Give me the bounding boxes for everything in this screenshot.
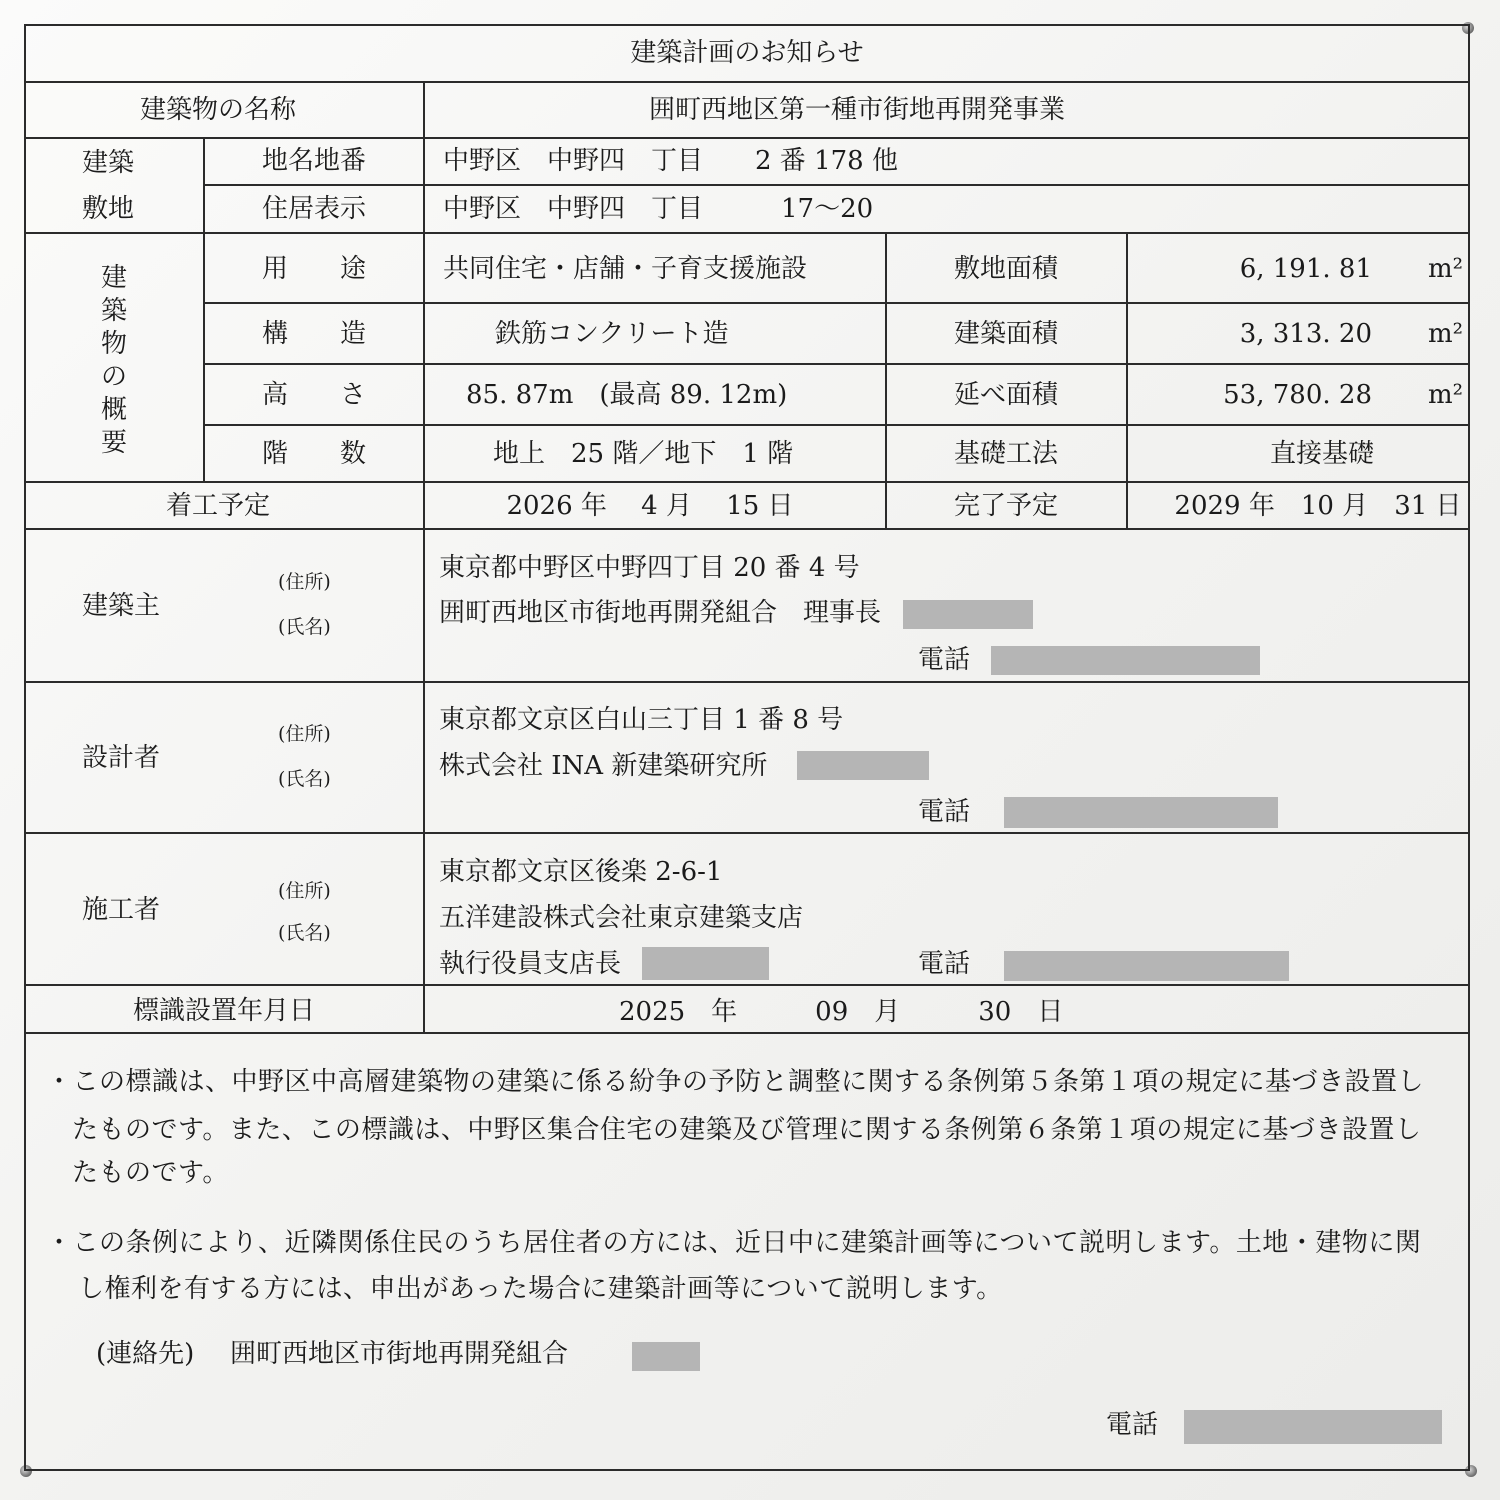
owner-name-tag: (氏名) (278, 616, 331, 638)
note-2: ・この条例により、近隣関係住民のうち居住者の方には、近日中に建築計画等について説明します。土地・建物に関 (46, 1228, 1422, 1258)
start-value: 2026 年 4 月 15 日 (506, 491, 794, 521)
designer-address: 東京都文京区白山三丁目 1 番 8 号 (439, 705, 844, 735)
divider (24, 232, 1470, 234)
divider (203, 424, 1470, 426)
building-name-label: 建築物の名称 (139, 95, 297, 125)
divider (24, 81, 1470, 83)
contractor-address-tag: (住所) (278, 880, 331, 902)
contact-phone-label: 電話 (1106, 1410, 1159, 1440)
use-label: 用 途 (261, 254, 367, 284)
owner-label: 建築主 (82, 591, 161, 621)
divider (24, 528, 1470, 530)
lot-label: 地名地番 (261, 146, 367, 176)
floor-area-label: 延べ面積 (953, 380, 1059, 410)
designer-label: 設計者 (82, 743, 161, 773)
contractor-label: 施工者 (82, 895, 161, 925)
redacted-name (797, 751, 929, 780)
start-label: 着工予定 (165, 491, 271, 521)
owner-address: 東京都中野区中野四丁目 20 番 4 号 (439, 553, 860, 583)
structure-value: 鉄筋コンクリート造 (495, 319, 729, 349)
divider (24, 137, 1470, 139)
divider (24, 1032, 1470, 1034)
owner-phone-label: 電話 (918, 645, 971, 675)
floor-area-unit: m² (1428, 380, 1464, 410)
contractor-address: 東京都文京区後楽 2-6-1 (439, 857, 723, 887)
overview-label: 建築物の概要 (100, 263, 127, 458)
divider (203, 137, 205, 481)
contractor-name-tag: (氏名) (278, 922, 331, 944)
contact-name: 囲町西地区市街地再開発組合 (230, 1339, 569, 1369)
redacted-name (642, 947, 769, 980)
note-1: たものです。また、この標識は、中野区集合住宅の建築及び管理に関する条例第６条第１項の規定に基づき設置し (72, 1115, 1422, 1145)
floor-area-value: 53, 780. 28 (1223, 380, 1372, 410)
building-name-value: 囲町西地区第一種市街地再開発事業 (648, 95, 1066, 125)
note-1: ・この標識は、中野区中高層建築物の建築に係る紛争の予防と調整に関する条例第５条第１項の規定に基づき設置し (46, 1067, 1425, 1097)
owner-name: 囲町西地区市街地再開発組合 理事長 (439, 598, 882, 628)
designer-name: 株式会社 INA 新建築研究所 (439, 751, 768, 781)
contractor-company: 五洋建設株式会社東京建築支店 (439, 903, 804, 933)
address-value: 中野区 中野四 丁目 17～20 (443, 194, 874, 224)
building-area-label: 建築面積 (953, 319, 1059, 349)
foundation-value: 直接基礎 (1269, 439, 1375, 469)
owner-address-tag: (住所) (278, 571, 331, 593)
designer-phone-label: 電話 (918, 797, 971, 827)
notice-title: 建築計画のお知らせ (630, 38, 864, 68)
use-value: 共同住宅・店舗・子育支援施設 (443, 254, 808, 284)
address-label: 住居表示 (261, 194, 367, 224)
divider (203, 363, 1470, 365)
height-value: 85. 87m (最高 89. 12m) (466, 380, 788, 410)
structure-label: 構 造 (261, 319, 367, 349)
end-value: 2029 年 10 月 31 日 (1174, 491, 1462, 521)
divider (423, 81, 425, 1032)
redacted-phone (1184, 1410, 1442, 1444)
site-label: 建築 (81, 148, 135, 178)
sign-date-value: 2025 年 09 月 30 日 (619, 997, 1064, 1027)
site-label: 敷地 (81, 194, 135, 224)
floors-label: 階 数 (261, 439, 367, 469)
divider (203, 302, 1470, 304)
site-area-unit: m² (1428, 254, 1464, 284)
redacted-phone (991, 646, 1260, 675)
floors-value: 地上 25 階／地下 1 階 (493, 439, 794, 469)
divider (24, 681, 1470, 683)
building-area-value: 3, 313. 20 (1239, 319, 1372, 349)
foundation-label: 基礎工法 (953, 439, 1059, 469)
redacted-name (632, 1342, 700, 1371)
redacted-phone (1004, 951, 1289, 981)
note-1: たものです。 (72, 1158, 229, 1188)
divider (24, 832, 1470, 834)
site-area-label: 敷地面積 (953, 254, 1059, 284)
divider (24, 481, 1470, 483)
end-label: 完了予定 (953, 491, 1059, 521)
contact-label: (連絡先) (96, 1339, 195, 1369)
designer-name-tag: (氏名) (278, 768, 331, 790)
divider (885, 232, 887, 528)
divider (24, 984, 1470, 986)
designer-address-tag: (住所) (278, 723, 331, 745)
contractor-name: 執行役員支店長 (439, 949, 622, 979)
sign-date-label: 標識設置年月日 (132, 996, 316, 1026)
divider (203, 184, 1470, 186)
lot-value: 中野区 中野四 丁目 2 番 178 他 (443, 146, 898, 176)
contractor-phone-label: 電話 (918, 949, 971, 979)
building-area-unit: m² (1428, 319, 1464, 349)
redacted-phone (1004, 797, 1278, 828)
redacted-name (903, 600, 1033, 629)
note-2: し権利を有する方には、申出があった場合に建築計画等について説明します。 (78, 1274, 1003, 1304)
height-label: 高 さ (261, 380, 367, 410)
divider (1126, 232, 1128, 528)
site-area-value: 6, 191. 81 (1239, 254, 1372, 284)
